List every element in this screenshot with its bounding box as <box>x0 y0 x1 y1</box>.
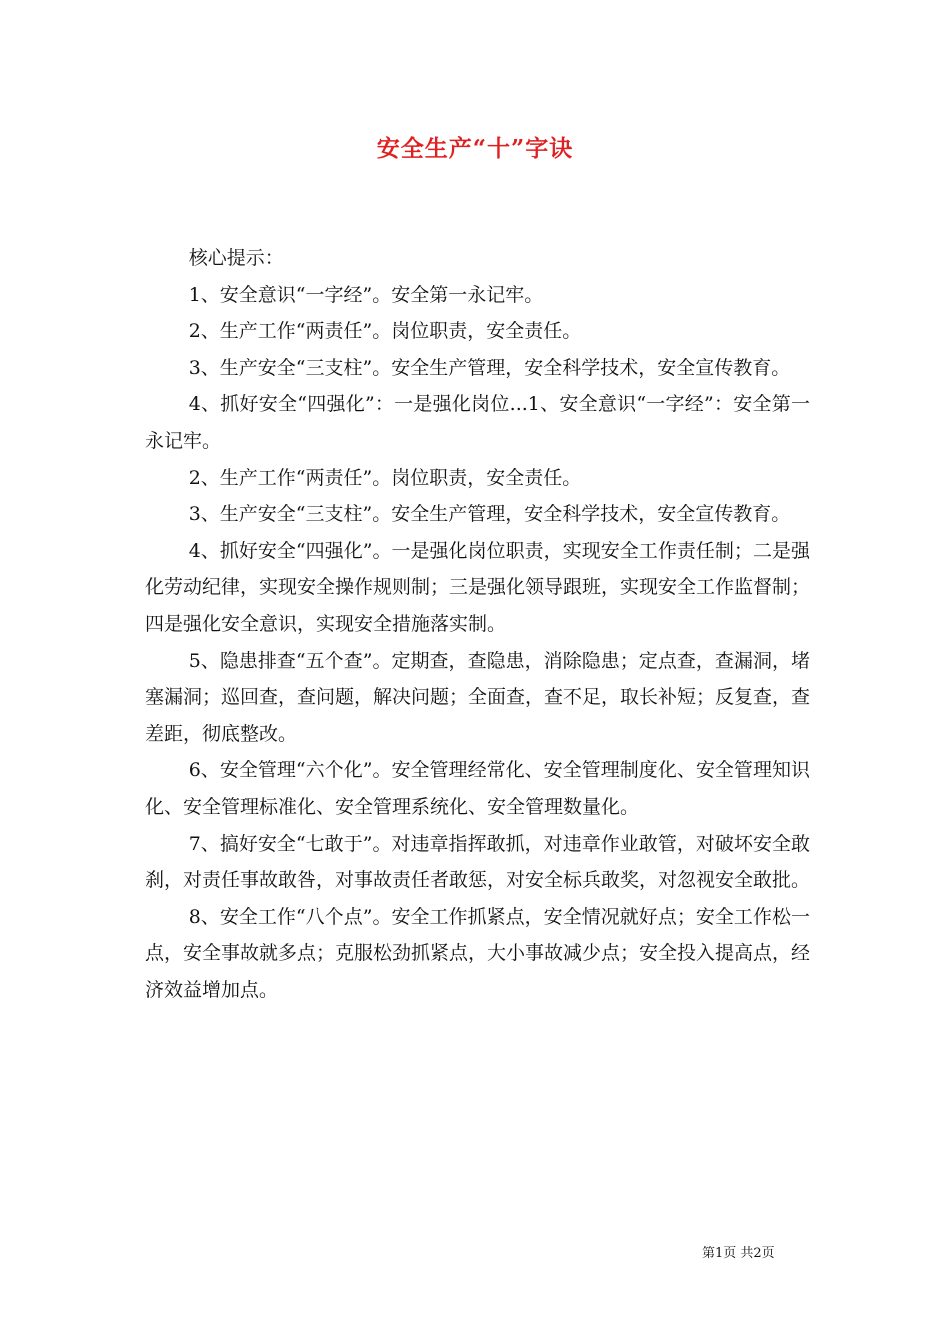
paragraph-6: 3、生产安全“三支柱”。安全生产管理，安全科学技术，安全宣传教育。 <box>188 503 791 526</box>
page-number: 第1页 共2页 <box>702 1246 775 1261</box>
paragraph-9: 6、安全管理“六个化”。安全管理经常化、安全管理制度化、安全管理知识化、安全管理标准化、安全管理系统化、安全管理数量化。 <box>145 759 810 818</box>
page-title: 安全生产“十”字诀 <box>376 135 574 162</box>
paragraph-5: 2、生产工作“两责任”。岗位职责，安全责任。 <box>188 466 582 489</box>
paragraph-7: 4、抓好安全“四强化”。一是强化岗位职责，实现安全工作责任制；二是强化劳动纪律，实现安全操作规则制；三是强化领导跟班，实现安全工作监督制；四是强化安全意识，实现安全措施落实制。 <box>145 539 811 635</box>
paragraph-10: 7、搞好安全“七敢于”。对违章指挥敢抓，对违章作业敢管，对破坏安全敢刹，对责任事故敢咎，对事故责任者敢惩，对安全标兵敢奖，对忽视安全敢批。 <box>145 832 811 892</box>
paragraph-2: 2、生产工作“两责任”。岗位职责，安全责任。 <box>188 320 582 343</box>
paragraph-4: 4、抓好安全“四强化”：一是强化岗位...1、安全意识“一字经”：安全第一永记牢。 <box>145 393 810 452</box>
paragraph-8: 5、隐患排查“五个查”。定期查，查隐患，消除隐患；定点查，查漏洞，堵塞漏洞；巡回查，查问题，解决问题；全面查，查不足，取长补短；反复查，查差距，彻底整改。 <box>145 649 811 745</box>
paragraph-11: 8、安全工作“八个点”。安全工作抓紧点，安全情况就好点；安全工作松一点，安全事故就多点；克服松劲抓紧点，大小事故减少点；安全投入提高点，经济效益增加点。 <box>145 905 811 1001</box>
paragraph-1: 1、安全意识“一字经”。安全第一永记牢。 <box>188 283 544 306</box>
paragraph-3: 3、生产安全“三支柱”。安全生产管理，安全科学技术，安全宣传教育。 <box>188 356 791 379</box>
hint-label: 核心提示： <box>188 247 284 269</box>
document-body <box>145 240 810 1008</box>
